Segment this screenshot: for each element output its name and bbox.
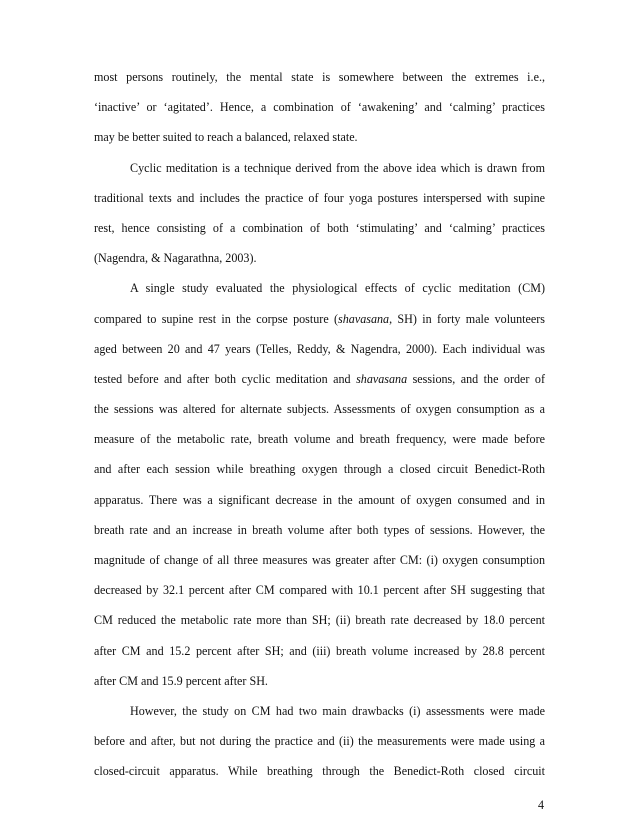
text-line: Cyclic meditation is a technique derived from the above idea which is drawn from	[130, 160, 545, 175]
paragraph	[94, 696, 545, 787]
text-line: CM reduced the metabolic rate more than SH; (ii) breath rate decreased by 18.0 percent	[94, 613, 545, 628]
text-line: traditional texts and includes the practice of four yoga postures interspersed with supine	[94, 190, 545, 205]
text-line: apparatus. There was a significant decrease in the amount of oxygen consumed and in	[94, 492, 545, 507]
text-line: the sessions was altered for alternate subjects. Assessments of oxygen consumption as a	[94, 402, 545, 417]
text-line: (Nagendra, & Nagarathna, 2003).	[94, 251, 257, 266]
italic-term: shavasana	[356, 371, 408, 386]
text-line: magnitude of change of all three measures was greater after CM: (i) oxygen consumption	[94, 553, 545, 567]
text-line: breath rate and an increase in breath volume after both types of sessions. However, the	[94, 522, 545, 537]
text-line: aged between 20 and 47 years (Telles, Reddy, & Nagendra, 2000). Each individual was	[94, 341, 545, 356]
text-line: rest, hence consisting of a combination of both ‘stimulating’ and ‘calming’ practices	[94, 220, 545, 235]
text-line: most persons routinely, the mental state is somewhere between the extremes i.e.,	[94, 70, 545, 84]
text-line: compared to supine rest in the corpse posture (shavasana, SH) in forty male volunteers	[94, 311, 545, 326]
text-line: measure of the metabolic rate, breath volume and breath frequency, were made before	[94, 432, 545, 447]
text-line: before and after, but not during the practice and (ii) the measurements were made using a	[94, 734, 545, 749]
italic-term: shavasana	[338, 311, 390, 326]
text-line: after CM and 15.9 percent after SH.	[94, 673, 268, 688]
body-text	[94, 62, 545, 787]
paragraph	[94, 153, 545, 274]
paragraph	[94, 273, 545, 696]
text-line: closed-circuit apparatus. While breathing through the Benedict-Roth closed circuit	[94, 764, 545, 779]
page-number: 4	[537, 798, 544, 812]
paragraph	[94, 62, 545, 153]
text-line: A single study evaluated the physiological effects of cyclic meditation (CM)	[130, 281, 545, 296]
text-line: However, the study on CM had two main drawbacks (i) assessments were made	[130, 703, 545, 718]
text-line: and after each session while breathing oxygen through a closed circuit Benedict-Roth	[94, 462, 545, 477]
text-line: may be better suited to reach a balanced, relaxed state.	[94, 130, 358, 145]
text-line: tested before and after both cyclic meditation and shavasana sessions, and the order of	[94, 371, 545, 386]
text-line: ‘inactive’ or ‘agitated’. Hence, a combination of ‘awakening’ and ‘calming’ practices	[94, 100, 545, 115]
text-line: decreased by 32.1 percent after CM compared with 10.1 percent after SH suggesting that	[94, 583, 545, 598]
text-line: after CM and 15.2 percent after SH; and (iii) breath volume increased by 28.8 percent	[94, 643, 545, 658]
